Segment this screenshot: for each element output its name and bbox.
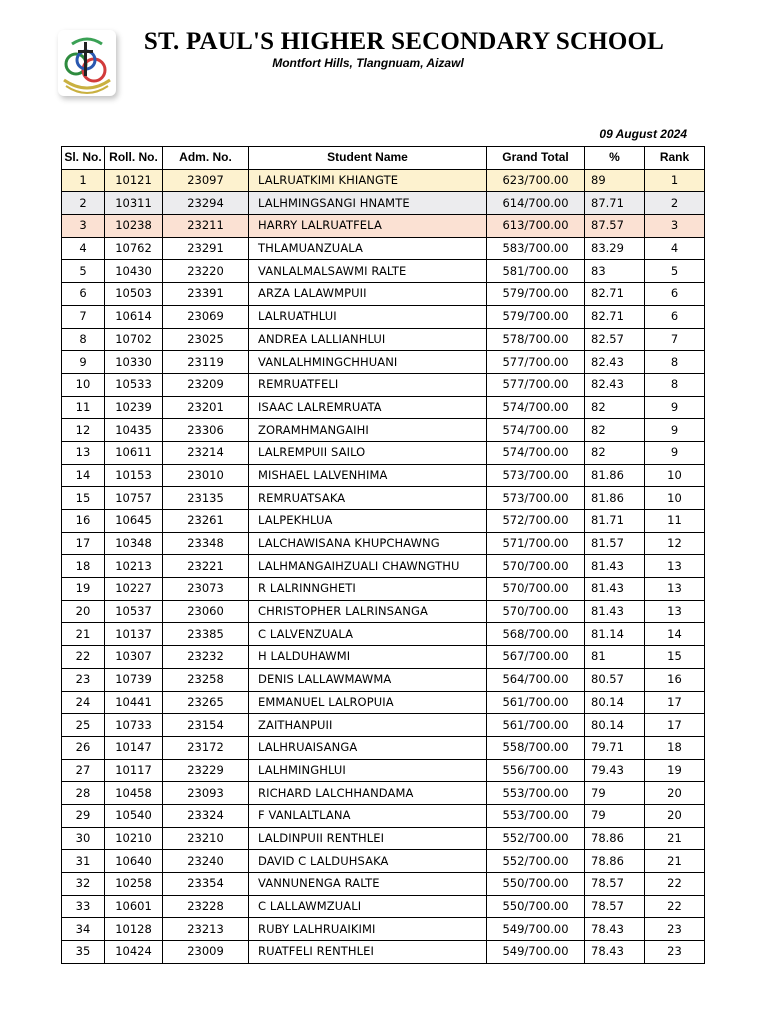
table-row [62, 487, 705, 510]
percent-cell: 79.43 [585, 759, 645, 782]
sl-no-cell: 28 [62, 782, 105, 805]
table-row [62, 283, 705, 306]
adm-no-cell: 23073 [163, 578, 249, 601]
roll-no-cell: 10227 [105, 578, 163, 601]
grand-total-cell: 581/700.00 [487, 260, 585, 283]
table-row [62, 623, 705, 646]
percent-cell: 82 [585, 396, 645, 419]
rank-cell: 15 [645, 646, 705, 669]
adm-no-cell: 23385 [163, 623, 249, 646]
adm-no-cell: 23391 [163, 283, 249, 306]
grand-total-cell: 574/700.00 [487, 419, 585, 442]
roll-no-cell: 10537 [105, 600, 163, 623]
percent-cell: 79 [585, 782, 645, 805]
grand-total-cell: 556/700.00 [487, 759, 585, 782]
student-name-cell: F VANLALTLANA [249, 804, 487, 827]
table-row [62, 714, 705, 737]
sl-no-cell: 16 [62, 510, 105, 533]
rank-cell: 6 [645, 305, 705, 328]
adm-no-cell: 23229 [163, 759, 249, 782]
percent-cell: 81.43 [585, 578, 645, 601]
roll-no-cell: 10645 [105, 510, 163, 533]
sl-no-cell: 4 [62, 237, 105, 260]
report-date: 09 August 2024 [599, 127, 687, 141]
roll-no-cell: 10441 [105, 691, 163, 714]
rank-cell: 12 [645, 532, 705, 555]
grand-total-cell: 572/700.00 [487, 510, 585, 533]
grand-total-cell: 558/700.00 [487, 736, 585, 759]
rank-cell: 14 [645, 623, 705, 646]
sl-no-cell: 11 [62, 396, 105, 419]
sl-no-cell: 18 [62, 555, 105, 578]
school-address: Montfort Hills, Tlangnuam, Aizawl [272, 56, 464, 70]
student-name-cell: EMMANUEL LALROPUIA [249, 691, 487, 714]
percent-cell: 83 [585, 260, 645, 283]
roll-no-cell: 10128 [105, 918, 163, 941]
roll-no-cell: 10258 [105, 873, 163, 896]
rank-cell: 1 [645, 169, 705, 192]
student-name-cell: VANNUNENGA RALTE [249, 873, 487, 896]
grand-total-cell: 567/700.00 [487, 646, 585, 669]
sl-no-cell: 27 [62, 759, 105, 782]
roll-no-cell: 10614 [105, 305, 163, 328]
student-name-cell: LALHMINGSANGI HNAMTE [249, 192, 487, 215]
col-header-rank: Rank [645, 147, 705, 170]
roll-no-cell: 10330 [105, 351, 163, 374]
roll-no-cell: 10702 [105, 328, 163, 351]
student-name-cell: LALHMANGAIHZUALI CHAWNGTHU [249, 555, 487, 578]
percent-cell: 78.43 [585, 918, 645, 941]
roll-no-cell: 10117 [105, 759, 163, 782]
rank-cell: 8 [645, 373, 705, 396]
grand-total-cell: 553/700.00 [487, 782, 585, 805]
rank-cell: 13 [645, 555, 705, 578]
table-row [62, 895, 705, 918]
sl-no-cell: 21 [62, 623, 105, 646]
sl-no-cell: 8 [62, 328, 105, 351]
student-name-cell: HARRY LALRUATFELA [249, 215, 487, 238]
grand-total-cell: 571/700.00 [487, 532, 585, 555]
roll-no-cell: 10762 [105, 237, 163, 260]
roll-no-cell: 10540 [105, 804, 163, 827]
sl-no-cell: 34 [62, 918, 105, 941]
roll-no-cell: 10121 [105, 169, 163, 192]
rank-cell: 3 [645, 215, 705, 238]
adm-no-cell: 23093 [163, 782, 249, 805]
table-row [62, 873, 705, 896]
roll-no-cell: 10348 [105, 532, 163, 555]
adm-no-cell: 23172 [163, 736, 249, 759]
rank-cell: 18 [645, 736, 705, 759]
percent-cell: 78.86 [585, 850, 645, 873]
rank-cell: 19 [645, 759, 705, 782]
percent-cell: 82.43 [585, 351, 645, 374]
student-name-cell: ANDREA LALLIANHLUI [249, 328, 487, 351]
student-name-cell: LALRUATHLUI [249, 305, 487, 328]
sl-no-cell: 14 [62, 464, 105, 487]
student-name-cell: REMRUATFELI [249, 373, 487, 396]
roll-no-cell: 10153 [105, 464, 163, 487]
percent-cell: 82.43 [585, 373, 645, 396]
rank-cell: 9 [645, 396, 705, 419]
percent-cell: 82 [585, 419, 645, 442]
table-row [62, 441, 705, 464]
table-header-row [62, 147, 705, 170]
rank-cell: 23 [645, 941, 705, 964]
grand-total-cell: 579/700.00 [487, 305, 585, 328]
adm-no-cell: 23214 [163, 441, 249, 464]
percent-cell: 78.43 [585, 941, 645, 964]
col-header-sl-no: Sl. No. [62, 147, 105, 170]
roll-no-cell: 10210 [105, 827, 163, 850]
table-row [62, 578, 705, 601]
col-header-percent: % [585, 147, 645, 170]
rank-cell: 9 [645, 419, 705, 442]
roll-no-cell: 10239 [105, 396, 163, 419]
table-row [62, 351, 705, 374]
table-row [62, 169, 705, 192]
col-header-roll-no: Roll. No. [105, 147, 163, 170]
table-row [62, 215, 705, 238]
rank-cell: 9 [645, 441, 705, 464]
roll-no-cell: 10435 [105, 419, 163, 442]
percent-cell: 81.14 [585, 623, 645, 646]
percent-cell: 78.86 [585, 827, 645, 850]
sl-no-cell: 25 [62, 714, 105, 737]
student-name-cell: ARZA LALAWMPUII [249, 283, 487, 306]
rank-cell: 17 [645, 691, 705, 714]
table-row [62, 192, 705, 215]
sl-no-cell: 2 [62, 192, 105, 215]
grand-total-cell: 570/700.00 [487, 578, 585, 601]
rank-cell: 22 [645, 873, 705, 896]
percent-cell: 78.57 [585, 895, 645, 918]
grand-total-cell: 549/700.00 [487, 941, 585, 964]
grand-total-cell: 570/700.00 [487, 555, 585, 578]
grand-total-cell: 579/700.00 [487, 283, 585, 306]
roll-no-cell: 10311 [105, 192, 163, 215]
sl-no-cell: 3 [62, 215, 105, 238]
student-name-cell: RUBY LALHRUAIKIMI [249, 918, 487, 941]
percent-cell: 81.43 [585, 555, 645, 578]
adm-no-cell: 23240 [163, 850, 249, 873]
percent-cell: 81.57 [585, 532, 645, 555]
rank-cell: 11 [645, 510, 705, 533]
adm-no-cell: 23221 [163, 555, 249, 578]
rank-cell: 20 [645, 782, 705, 805]
adm-no-cell: 23348 [163, 532, 249, 555]
results-table [61, 146, 705, 964]
rank-cell: 8 [645, 351, 705, 374]
rank-cell: 2 [645, 192, 705, 215]
grand-total-cell: 552/700.00 [487, 827, 585, 850]
percent-cell: 80.57 [585, 668, 645, 691]
grand-total-cell: 583/700.00 [487, 237, 585, 260]
table-row [62, 600, 705, 623]
student-name-cell: LALDINPUII RENTHLEI [249, 827, 487, 850]
table-row [62, 260, 705, 283]
adm-no-cell: 23060 [163, 600, 249, 623]
adm-no-cell: 23324 [163, 804, 249, 827]
percent-cell: 81 [585, 646, 645, 669]
adm-no-cell: 23119 [163, 351, 249, 374]
grand-total-cell: 552/700.00 [487, 850, 585, 873]
grand-total-cell: 613/700.00 [487, 215, 585, 238]
student-name-cell: RICHARD LALCHHANDAMA [249, 782, 487, 805]
table-row [62, 918, 705, 941]
rank-cell: 13 [645, 600, 705, 623]
grand-total-cell: 570/700.00 [487, 600, 585, 623]
roll-no-cell: 10213 [105, 555, 163, 578]
grand-total-cell: 550/700.00 [487, 895, 585, 918]
rank-cell: 23 [645, 918, 705, 941]
col-header-adm-no: Adm. No. [163, 147, 249, 170]
percent-cell: 87.57 [585, 215, 645, 238]
rank-cell: 5 [645, 260, 705, 283]
roll-no-cell: 10238 [105, 215, 163, 238]
student-name-cell: R LALRINNGHETI [249, 578, 487, 601]
table-row [62, 305, 705, 328]
adm-no-cell: 23306 [163, 419, 249, 442]
grand-total-cell: 614/700.00 [487, 192, 585, 215]
student-name-cell: LALRUATKIMI KHIANGTE [249, 169, 487, 192]
table-row [62, 328, 705, 351]
student-name-cell: LALPEKHLUA [249, 510, 487, 533]
adm-no-cell: 23354 [163, 873, 249, 896]
sl-no-cell: 9 [62, 351, 105, 374]
roll-no-cell: 10757 [105, 487, 163, 510]
rank-cell: 7 [645, 328, 705, 351]
sl-no-cell: 30 [62, 827, 105, 850]
rank-cell: 10 [645, 487, 705, 510]
sl-no-cell: 33 [62, 895, 105, 918]
roll-no-cell: 10503 [105, 283, 163, 306]
rank-cell: 4 [645, 237, 705, 260]
adm-no-cell: 23291 [163, 237, 249, 260]
student-name-cell: C LALLAWMZUALI [249, 895, 487, 918]
grand-total-cell: 561/700.00 [487, 714, 585, 737]
percent-cell: 80.14 [585, 691, 645, 714]
student-name-cell: VANLALHMINGCHHUANI [249, 351, 487, 374]
sl-no-cell: 7 [62, 305, 105, 328]
grand-total-cell: 574/700.00 [487, 441, 585, 464]
adm-no-cell: 23258 [163, 668, 249, 691]
roll-no-cell: 10430 [105, 260, 163, 283]
percent-cell: 82.71 [585, 283, 645, 306]
sl-no-cell: 31 [62, 850, 105, 873]
grand-total-cell: 574/700.00 [487, 396, 585, 419]
grand-total-cell: 564/700.00 [487, 668, 585, 691]
adm-no-cell: 23213 [163, 918, 249, 941]
percent-cell: 82 [585, 441, 645, 464]
sl-no-cell: 13 [62, 441, 105, 464]
sl-no-cell: 29 [62, 804, 105, 827]
sl-no-cell: 15 [62, 487, 105, 510]
table-row [62, 850, 705, 873]
grand-total-cell: 573/700.00 [487, 464, 585, 487]
student-name-cell: LALHRUAISANGA [249, 736, 487, 759]
roll-no-cell: 10533 [105, 373, 163, 396]
student-name-cell: RUATFELI RENTHLEI [249, 941, 487, 964]
percent-cell: 83.29 [585, 237, 645, 260]
grand-total-cell: 577/700.00 [487, 373, 585, 396]
roll-no-cell: 10640 [105, 850, 163, 873]
student-name-cell: LALREMPUII SAILO [249, 441, 487, 464]
student-name-cell: H LALDUHAWMI [249, 646, 487, 669]
rank-cell: 22 [645, 895, 705, 918]
table-row [62, 941, 705, 964]
table-row [62, 419, 705, 442]
adm-no-cell: 23025 [163, 328, 249, 351]
table-row [62, 532, 705, 555]
sl-no-cell: 26 [62, 736, 105, 759]
student-name-cell: DENIS LALLAWMAWMA [249, 668, 487, 691]
student-name-cell: CHRISTOPHER LALRINSANGA [249, 600, 487, 623]
rank-cell: 17 [645, 714, 705, 737]
student-name-cell: MISHAEL LALVENHIMA [249, 464, 487, 487]
student-name-cell: ISAAC LALREMRUATA [249, 396, 487, 419]
percent-cell: 87.71 [585, 192, 645, 215]
student-name-cell: REMRUATSAKA [249, 487, 487, 510]
roll-no-cell: 10137 [105, 623, 163, 646]
school-name: ST. PAUL'S HIGHER SECONDARY SCHOOL [143, 28, 665, 55]
adm-no-cell: 23154 [163, 714, 249, 737]
grand-total-cell: 578/700.00 [487, 328, 585, 351]
table-row [62, 396, 705, 419]
percent-cell: 78.57 [585, 873, 645, 896]
student-name-cell: VANLALMALSAWMI RALTE [249, 260, 487, 283]
table-row [62, 668, 705, 691]
sl-no-cell: 22 [62, 646, 105, 669]
adm-no-cell: 23294 [163, 192, 249, 215]
sl-no-cell: 12 [62, 419, 105, 442]
table-row [62, 373, 705, 396]
adm-no-cell: 23009 [163, 941, 249, 964]
table-row [62, 827, 705, 850]
sl-no-cell: 5 [62, 260, 105, 283]
student-name-cell: C LALVENZUALA [249, 623, 487, 646]
roll-no-cell: 10458 [105, 782, 163, 805]
adm-no-cell: 23211 [163, 215, 249, 238]
roll-no-cell: 10601 [105, 895, 163, 918]
adm-no-cell: 23228 [163, 895, 249, 918]
student-name-cell: THLAMUANZUALA [249, 237, 487, 260]
percent-cell: 81.43 [585, 600, 645, 623]
sl-no-cell: 20 [62, 600, 105, 623]
adm-no-cell: 23135 [163, 487, 249, 510]
percent-cell: 79 [585, 804, 645, 827]
table-row [62, 691, 705, 714]
grand-total-cell: 550/700.00 [487, 873, 585, 896]
roll-no-cell: 10307 [105, 646, 163, 669]
percent-cell: 82.71 [585, 305, 645, 328]
percent-cell: 82.57 [585, 328, 645, 351]
roll-no-cell: 10147 [105, 736, 163, 759]
student-name-cell: LALHMINGHLUI [249, 759, 487, 782]
grand-total-cell: 568/700.00 [487, 623, 585, 646]
adm-no-cell: 23261 [163, 510, 249, 533]
rank-cell: 13 [645, 578, 705, 601]
sl-no-cell: 32 [62, 873, 105, 896]
student-name-cell: ZORAMHMANGAIHI [249, 419, 487, 442]
student-name-cell: DAVID C LALDUHSAKA [249, 850, 487, 873]
table-row [62, 510, 705, 533]
rank-cell: 16 [645, 668, 705, 691]
table-row [62, 237, 705, 260]
grand-total-cell: 623/700.00 [487, 169, 585, 192]
sl-no-cell: 24 [62, 691, 105, 714]
sl-no-cell: 35 [62, 941, 105, 964]
rank-cell: 10 [645, 464, 705, 487]
rank-cell: 21 [645, 850, 705, 873]
grand-total-cell: 553/700.00 [487, 804, 585, 827]
table-row [62, 646, 705, 669]
table-row [62, 804, 705, 827]
roll-no-cell: 10424 [105, 941, 163, 964]
table-row [62, 736, 705, 759]
sl-no-cell: 6 [62, 283, 105, 306]
adm-no-cell: 23010 [163, 464, 249, 487]
percent-cell: 89 [585, 169, 645, 192]
grand-total-cell: 561/700.00 [487, 691, 585, 714]
sl-no-cell: 23 [62, 668, 105, 691]
col-header-grand-total: Grand Total [487, 147, 585, 170]
adm-no-cell: 23097 [163, 169, 249, 192]
adm-no-cell: 23265 [163, 691, 249, 714]
adm-no-cell: 23069 [163, 305, 249, 328]
percent-cell: 81.71 [585, 510, 645, 533]
rank-cell: 20 [645, 804, 705, 827]
percent-cell: 80.14 [585, 714, 645, 737]
grand-total-cell: 549/700.00 [487, 918, 585, 941]
adm-no-cell: 23210 [163, 827, 249, 850]
percent-cell: 81.86 [585, 487, 645, 510]
sl-no-cell: 10 [62, 373, 105, 396]
percent-cell: 79.71 [585, 736, 645, 759]
adm-no-cell: 23220 [163, 260, 249, 283]
adm-no-cell: 23232 [163, 646, 249, 669]
grand-total-cell: 573/700.00 [487, 487, 585, 510]
rank-cell: 6 [645, 283, 705, 306]
sl-no-cell: 17 [62, 532, 105, 555]
roll-no-cell: 10611 [105, 441, 163, 464]
col-header-student-name: Student Name [249, 147, 487, 170]
grand-total-cell: 577/700.00 [487, 351, 585, 374]
adm-no-cell: 23201 [163, 396, 249, 419]
table-row [62, 464, 705, 487]
student-name-cell: LALCHAWISANA KHUPCHAWNG [249, 532, 487, 555]
table-row [62, 759, 705, 782]
table-row [62, 555, 705, 578]
rank-cell: 21 [645, 827, 705, 850]
table-row [62, 782, 705, 805]
sl-no-cell: 19 [62, 578, 105, 601]
student-name-cell: ZAITHANPUII [249, 714, 487, 737]
roll-no-cell: 10733 [105, 714, 163, 737]
roll-no-cell: 10739 [105, 668, 163, 691]
sl-no-cell: 1 [62, 169, 105, 192]
adm-no-cell: 23209 [163, 373, 249, 396]
percent-cell: 81.86 [585, 464, 645, 487]
